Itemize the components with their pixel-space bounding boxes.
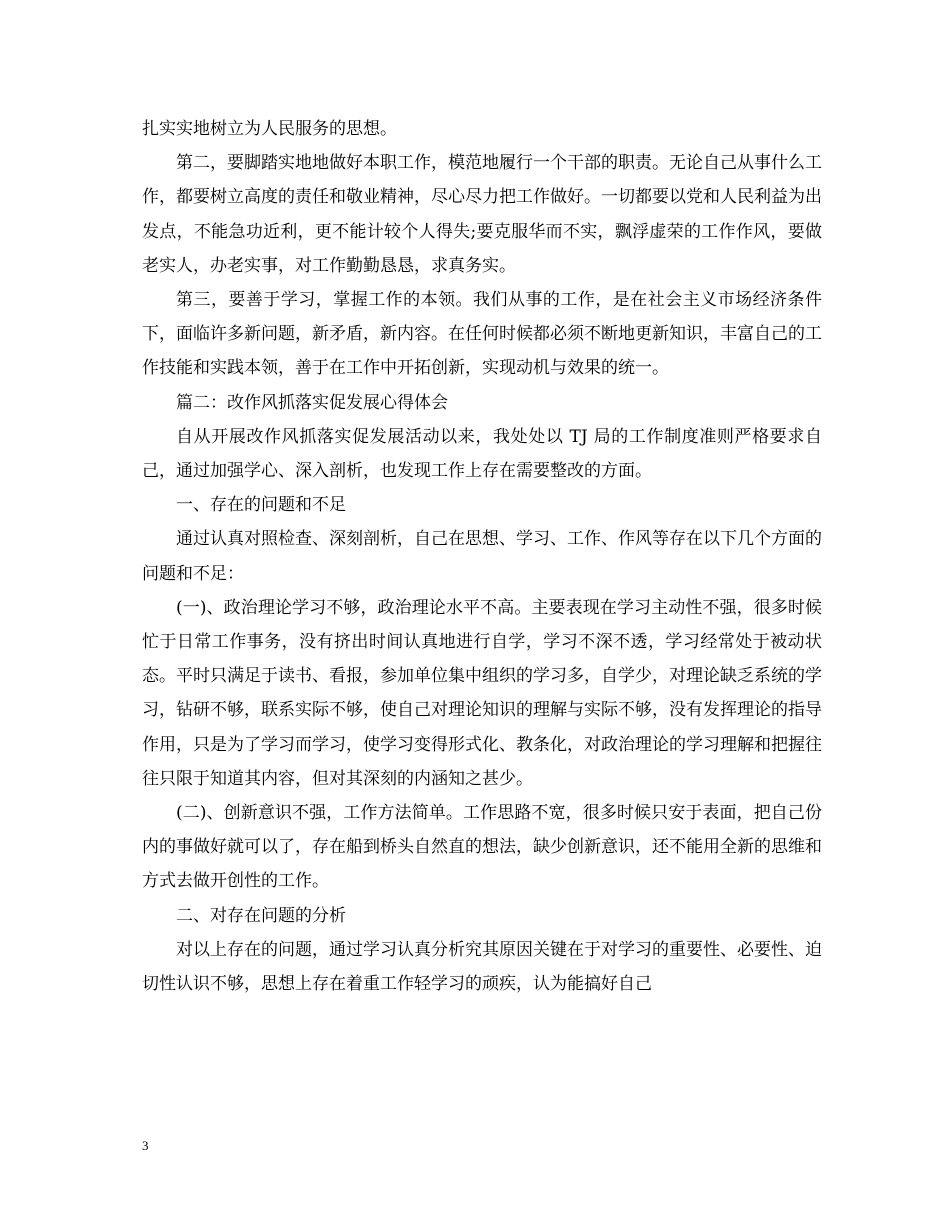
- document-body: [142, 112, 822, 1001]
- paragraph-3: 第三，要善于学习，掌握工作的本领。我们从事的工作，是在社会主义市场经济条件下，面临许多新问题，新矛盾，新内容。在任何时候都必须不断地更新知识，丰富自己的工作技能和实践本领，善于在工作中开拓创新，实现动机与效果的统一。: [142, 290, 822, 379]
- paragraph-9: (二)、创新意识不强，工作方法简单。工作思路不宽，很多时候只安于表面，把自己份内的事做好就可以了，存在船到桥头自然直的想法，缺少创新意识，还不能用全新的思维和方式去做开创性的工作。: [142, 803, 822, 892]
- page-number: 3: [142, 1138, 149, 1153]
- paragraph-2: 第二，要脚踏实地地做好本职工作，模范地履行一个干部的职责。无论自己从事什么工作，都要树立高度的责任和敬业精神，尽心尽力把工作做好。一切都要以党和人民利益为出发点，不能急功近利，更不能计较个人得失;要克服华而不实，飘浮虚荣的工作作风，要做老实人，办老实事，对工作勤勤恳恳，求真务实。: [142, 153, 822, 276]
- paragraph-7: 通过认真对照检查、深刻剖析，自己在思想、学习、工作、作风等存在以下几个方面的问题和不足：: [142, 529, 822, 584]
- paragraph-11: 对以上存在的问题，通过学习认真分析究其原因关键在于对学习的重要性、必要性、迫切性认识不够，思想上存在着重工作轻学习的顽疾，认为能搞好自己: [142, 939, 822, 995]
- paragraph-1: 扎实实地树立为人民服务的思想。: [142, 119, 397, 139]
- section-heading-part-two: 篇二：改作风抓落实促发展心得体会: [176, 392, 448, 413]
- paragraph-5: 自从开展改作风抓落实促发展活动以来，我处处以 TJ 局的工作制度准则严格要求自己，通过加强学心、深入剖析，也发现工作上存在需要整改的方面。: [142, 426, 822, 482]
- paragraph-8: (一)、政治理论学习不够，政治理论水平不高。主要表现在学习主动性不强，很多时候忙于日常工作事务，没有挤出时间认真地进行自学，学习不深不透，学习经常处于被动状态。平时只满足于读书、看报，参加单位集中组织的学习多，自学少，对理论缺乏系统的学习，钻研不够，联系实际不够，使自己对理论知识的理解与实际不够，没有发挥理论的指导作用，只是为了学习而学习，使学习变得形式化、教条化，对政治理论的学习理解和把握往往只限于知道其内容，但对其深刻的内涵知之甚少。: [142, 597, 822, 789]
- subheading-analysis: 二、对存在问题的分析: [176, 905, 346, 926]
- subheading-problems: 一、存在的问题和不足: [176, 495, 346, 516]
